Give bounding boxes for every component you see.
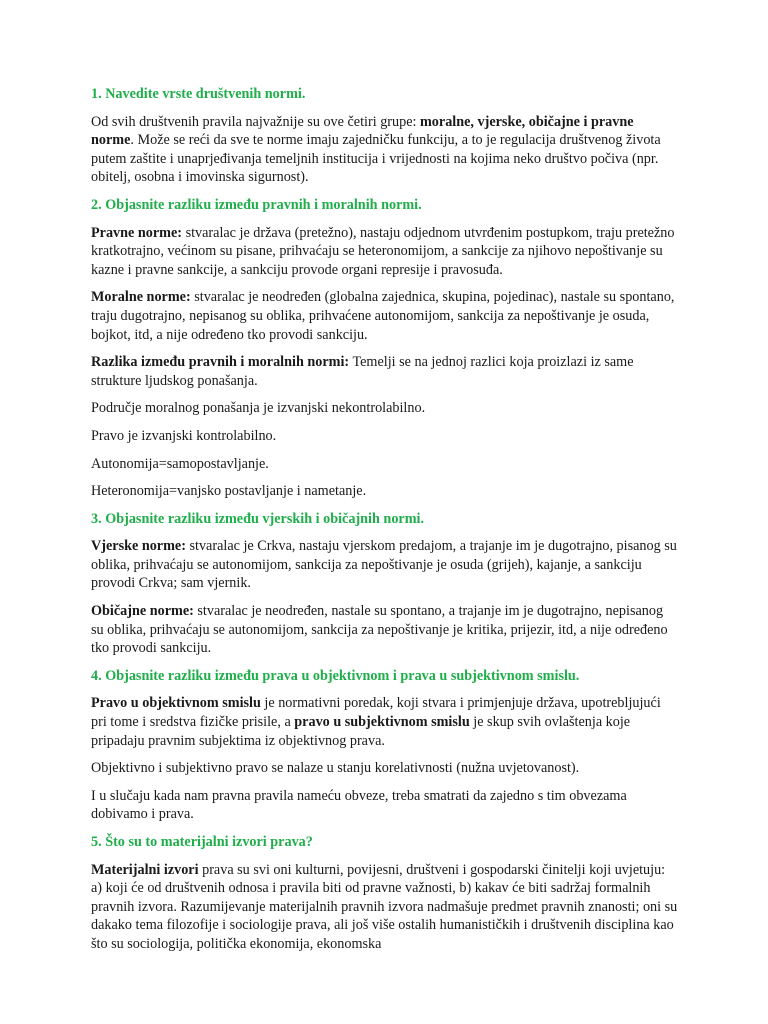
paragraph: Pravo je izvanjski kontrolabilno. [91, 427, 277, 444]
text-run: je skup svih ovlaštenja koje pripadaju pravnim subjektima iz objektivnog prava. [91, 714, 631, 749]
bold-term: Moralne norme: [91, 289, 191, 306]
bold-term: Običajne norme: [91, 603, 194, 620]
text-run: Temelji se na jednoj razlici koja proizlazi iz same strukture ljudskog ponašanja. [91, 354, 634, 389]
paragraph [91, 113, 679, 187]
paragraph: I u slučaju kada nam pravna pravila nameću obveze, treba smatrati da zajedno s tim obvezama dobivamo i prava. [91, 787, 627, 823]
paragraph [91, 602, 679, 658]
text-run: prava su svi oni kulturni, povijesni, društveni i gospodarski činitelji koji uvjetuju: a) koji će od društvenih odnosa i pravila biti od pravne važnosti, b) kakav će biti sadržaj formalnih pravnih izvora. Razumijevanje materijalnih pravnih izvora nadmašuje predmet pravnih znanosti; oni su dakako tema filozofije i sociologije prava, ali još više ostalih humanističkih i društvenih disciplina kao što su sociologija, politička ekonomija, ekonomska [91, 861, 678, 952]
bold-term: moralne, vjerske, običajne i pravne norme [91, 113, 634, 149]
section-heading: 1. Navedite vrste društvenih normi. [91, 86, 306, 102]
bold-term: Pravne norme: [91, 224, 183, 241]
bold-term: Razlika između pravnih i moralnih normi: [91, 354, 350, 371]
section-heading: 2. Objasnite razliku između pravnih i moralnih normi. [91, 196, 422, 213]
paragraph: Heteronomija=vanjsko postavljanje i nametanje. [91, 483, 367, 500]
section-heading: 3. Objasnite razliku između vjerskih i običajnih normi. [91, 510, 425, 527]
paragraph [91, 353, 679, 390]
bold-term: Vjerske norme: [91, 538, 186, 555]
bold-term: pravo u subjektivnom smislu [294, 714, 470, 731]
paragraph [91, 537, 679, 593]
paragraph: Objektivno i subjektivno pravo se nalaze u stanju korelativnosti (nužna uvjetovanost). [91, 760, 580, 777]
paragraph [91, 861, 679, 954]
bold-term: Pravo u objektivnom smislu [91, 695, 261, 712]
section-heading: 4. Objasnite razliku između prava u objektivnom i prava u subjektivnom smislu. [91, 667, 580, 684]
text-run: Od svih društvenih pravila najvažnije su ove četiri grupe: [91, 113, 420, 130]
paragraph: Područje moralnog ponašanja je izvanjski nekontrolabilno. [91, 400, 426, 417]
text-run: stvaralac je neodređen (globalna zajednica, skupina, pojedinac), nastale su spontano, traju dugotrajno, nepisanog su oblika, prihvaćene autonomijom, sankcija za nepoštivanje je osuda, bojkot, itd, a nije određeno tko provodi sankciju. [91, 289, 675, 343]
paragraph [91, 224, 679, 280]
document-content [91, 85, 679, 963]
bold-term: Materijalni izvori [91, 861, 199, 878]
paragraph: Autonomija=samopostavljanje. [91, 455, 269, 472]
paragraph [91, 288, 679, 344]
text-run: stvaralac je neodređen, nastale su spontano, a trajanje im je dugotrajno, nepisanog su oblika, prihvaćaju se autonomijom, sankcija za nepoštivanje je kritika, prijezir, itd, a nije određeno tko provodi sankciju. [91, 603, 668, 657]
text-run: stvaralac je država (pretežno), nastaju odjednom utvrđenim postupkom, traju pretežno kratkotrajno, većinom su pisane, prihvaćaju se heteronomijom, a sankcije za njihovo nepoštivanje su kazne i pravne sankcije, a sankciju provode organi represije i pravosuđa. [91, 224, 675, 278]
text-run: . Može se reći da sve te norme imaju zajedničku funkciju, a to je regulacija društvenog života putem zaštite i unaprjeđivanja temeljnih institucija i vrijednosti na kojima neko društvo počiva (npr. obitelj, osobna i imovinska sigurnost). [91, 132, 661, 186]
text-run: je normativni poredak, koji stvara i primjenjuje država, upotrebljujući pri tome i sredstva fizičke prisile, a [91, 695, 661, 731]
section-heading: 5. Što su to materijalni izvori prava? [91, 834, 313, 850]
paragraph [91, 694, 679, 750]
text-run: stvaralac je Crkva, nastaju vjerskom predajom, a trajanje im je dugotrajno, pisanog su oblika, prihvaćaju se autonomijom, sankcija za nepoštivanje je osuda (grijeh), kajanje, a sankciju provodi Crkva; sam vjernik. [91, 538, 677, 592]
